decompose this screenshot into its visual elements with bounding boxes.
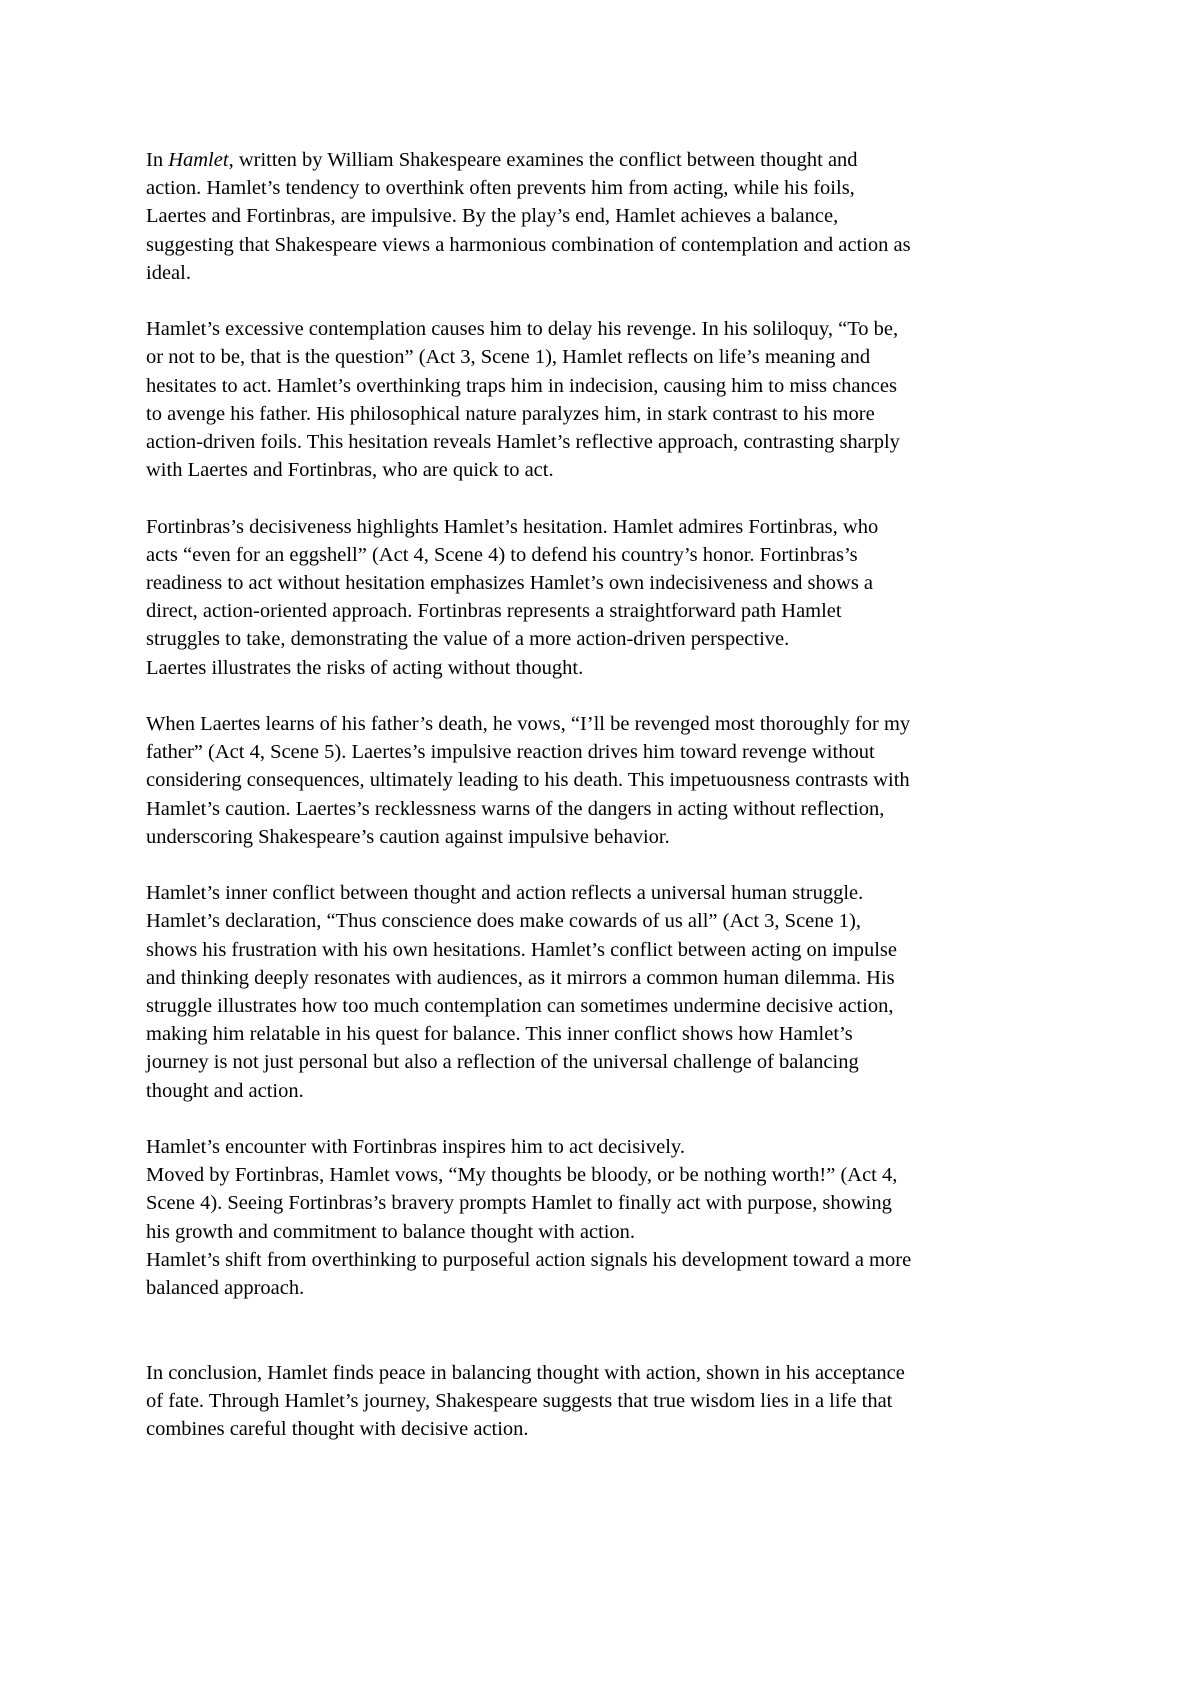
body-line: readiness to act without hesitation emphasizes Hamlet’s own indecisiveness and shows a xyxy=(146,572,874,595)
intro-line-1 xyxy=(146,146,1066,174)
body-line: combines careful thought with decisive action. xyxy=(146,1418,529,1441)
body-line: his growth and commitment to balance thought with action. xyxy=(146,1220,636,1243)
body-line: Hamlet’s inner conflict between thought and action reflects a universal human struggle. xyxy=(146,882,864,905)
body-line: Hamlet’s shift from overthinking to purposeful action signals his development toward a more xyxy=(146,1248,912,1271)
body-line: direct, action-oriented approach. Fortinbras represents a straightforward path Hamlet xyxy=(146,600,842,623)
body-line: struggle illustrates how too much contemplation can sometimes undermine decisive action, xyxy=(146,995,894,1018)
laertes-paragraph xyxy=(146,710,1066,851)
body-line: underscoring Shakespeare’s caution against impulsive behavior. xyxy=(146,825,670,848)
intro-line: ideal. xyxy=(146,261,191,284)
body-line: In conclusion, Hamlet finds peace in balancing thought with action, shown in his acceptance xyxy=(146,1361,905,1384)
body-line: Hamlet’s declaration, “Thus conscience does make cowards of us all” (Act 3, Scene 1), xyxy=(146,910,861,933)
body-line: making him relatable in his quest for balance. This inner conflict shows how Hamlet’s xyxy=(146,1023,853,1046)
blank-line-spacer xyxy=(146,1330,1066,1358)
intro-lead-text: In xyxy=(146,149,169,171)
intro-paragraph xyxy=(146,146,1066,287)
body-line: and thinking deeply resonates with audiences, as it mirrors a common human dilemma. His xyxy=(146,966,895,989)
body-line: hesitates to act. Hamlet’s overthinking traps him in indecision, causing him to miss chances xyxy=(146,374,897,397)
intro-line-1-rest: , written by William Shakespeare examines the conflict between thought and xyxy=(228,149,858,171)
body-line: Moved by Fortinbras, Hamlet vows, “My thoughts be bloody, or be nothing worth!” (Act 4, xyxy=(146,1164,898,1187)
body-line: with Laertes and Fortinbras, who are quick to act. xyxy=(146,459,554,482)
fortinbras-paragraph xyxy=(146,513,1066,682)
body-line: Hamlet’s excessive contemplation causes him to delay his revenge. In his soliloquy, “To be, xyxy=(146,318,899,341)
body-line: journey is not just personal but also a reflection of the universal challenge of balancing xyxy=(146,1051,859,1074)
body-line: Scene 4). Seeing Fortinbras’s bravery prompts Hamlet to finally act with purpose, showing xyxy=(146,1192,892,1215)
body-line: balanced approach. xyxy=(146,1277,305,1300)
document-page xyxy=(146,146,1066,1471)
play-title-italic: Hamlet xyxy=(168,149,229,171)
body-line: of fate. Through Hamlet’s journey, Shakespeare suggests that true wisdom lies in a life that xyxy=(146,1389,893,1412)
body-line: Hamlet’s caution. Laertes’s recklessness warns of the dangers in acting without reflection, xyxy=(146,797,885,820)
intro-line: action. Hamlet’s tendency to overthink often prevents him from acting, while his foils, xyxy=(146,177,855,200)
body-line: action-driven foils. This hesitation reveals Hamlet’s reflective approach, contrasting sharply xyxy=(146,431,900,454)
body-line: to avenge his father. His philosophical nature paralyzes him, in stark contrast to his more xyxy=(146,402,875,425)
body-line: father” (Act 4, Scene 5). Laertes’s impulsive reaction drives him toward revenge without xyxy=(146,741,875,764)
inner-conflict-paragraph xyxy=(146,879,1066,1105)
body-line: or not to be, that is the question” (Act 3, Scene 1), Hamlet reflects on life’s meaning and xyxy=(146,346,871,369)
contemplation-paragraph xyxy=(146,315,1066,484)
body-line: shows his frustration with his own hesitations. Hamlet’s conflict between acting on impulse xyxy=(146,938,897,961)
body-line: When Laertes learns of his father’s death, he vows, “I’ll be revenged most thoroughly for my xyxy=(146,713,911,736)
body-line: struggles to take, demonstrating the value of a more action-driven perspective. xyxy=(146,628,790,651)
body-line: Hamlet’s encounter with Fortinbras inspires him to act decisively. xyxy=(146,1136,685,1159)
intro-line: Laertes and Fortinbras, are impulsive. By the play’s end, Hamlet achieves a balance, xyxy=(146,205,839,228)
intro-line: suggesting that Shakespeare views a harmonious combination of contemplation and action as xyxy=(146,233,911,256)
body-line: acts “even for an eggshell” (Act 4, Scene 4) to defend his country’s honor. Fortinbras’s xyxy=(146,543,858,566)
body-line: thought and action. xyxy=(146,1079,304,1102)
body-line: considering consequences, ultimately leading to his death. This impetuousness contrasts with xyxy=(146,769,910,792)
body-line: Fortinbras’s decisiveness highlights Hamlet’s hesitation. Hamlet admires Fortinbras, who xyxy=(146,515,879,538)
encounter-paragraph xyxy=(146,1133,1066,1302)
body-line: Laertes illustrates the risks of acting without thought. xyxy=(146,656,584,679)
conclusion-paragraph xyxy=(146,1359,1066,1444)
